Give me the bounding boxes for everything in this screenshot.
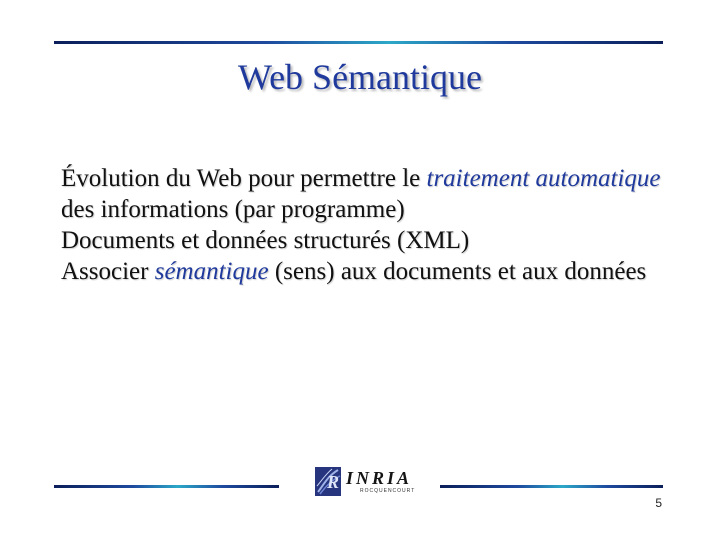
- bottom-divider-rule-left: [54, 485, 279, 488]
- slide-body: [61, 163, 671, 287]
- bullet-paragraph-3: [61, 256, 671, 287]
- page-number: 5: [655, 496, 662, 510]
- emphasized-text: sémantique: [154, 258, 269, 285]
- inria-logo: [314, 466, 424, 498]
- emphasized-text: traitement automatique: [426, 165, 661, 192]
- text-run: Évolution du Web pour permettre le: [61, 165, 427, 192]
- inria-emblem-icon: [314, 466, 344, 498]
- logo-wordmark: INRIA: [346, 468, 413, 488]
- text-run: (sens) aux documents et aux données: [268, 258, 647, 285]
- text-run: Documents et données structurés (XML): [61, 227, 470, 254]
- top-divider-rule: [54, 41, 663, 44]
- bottom-divider-rule-right: [440, 485, 663, 488]
- slide-title: Web Sémantique: [237, 57, 483, 97]
- text-run: Associer: [61, 258, 155, 285]
- bullet-paragraph-2: [61, 225, 671, 256]
- svg-text:R: R: [327, 472, 340, 492]
- bullet-paragraph-1: [61, 163, 671, 225]
- text-run: des informations (par programme): [61, 196, 405, 223]
- logo-subtext: ROCQUENCOURT: [360, 488, 416, 494]
